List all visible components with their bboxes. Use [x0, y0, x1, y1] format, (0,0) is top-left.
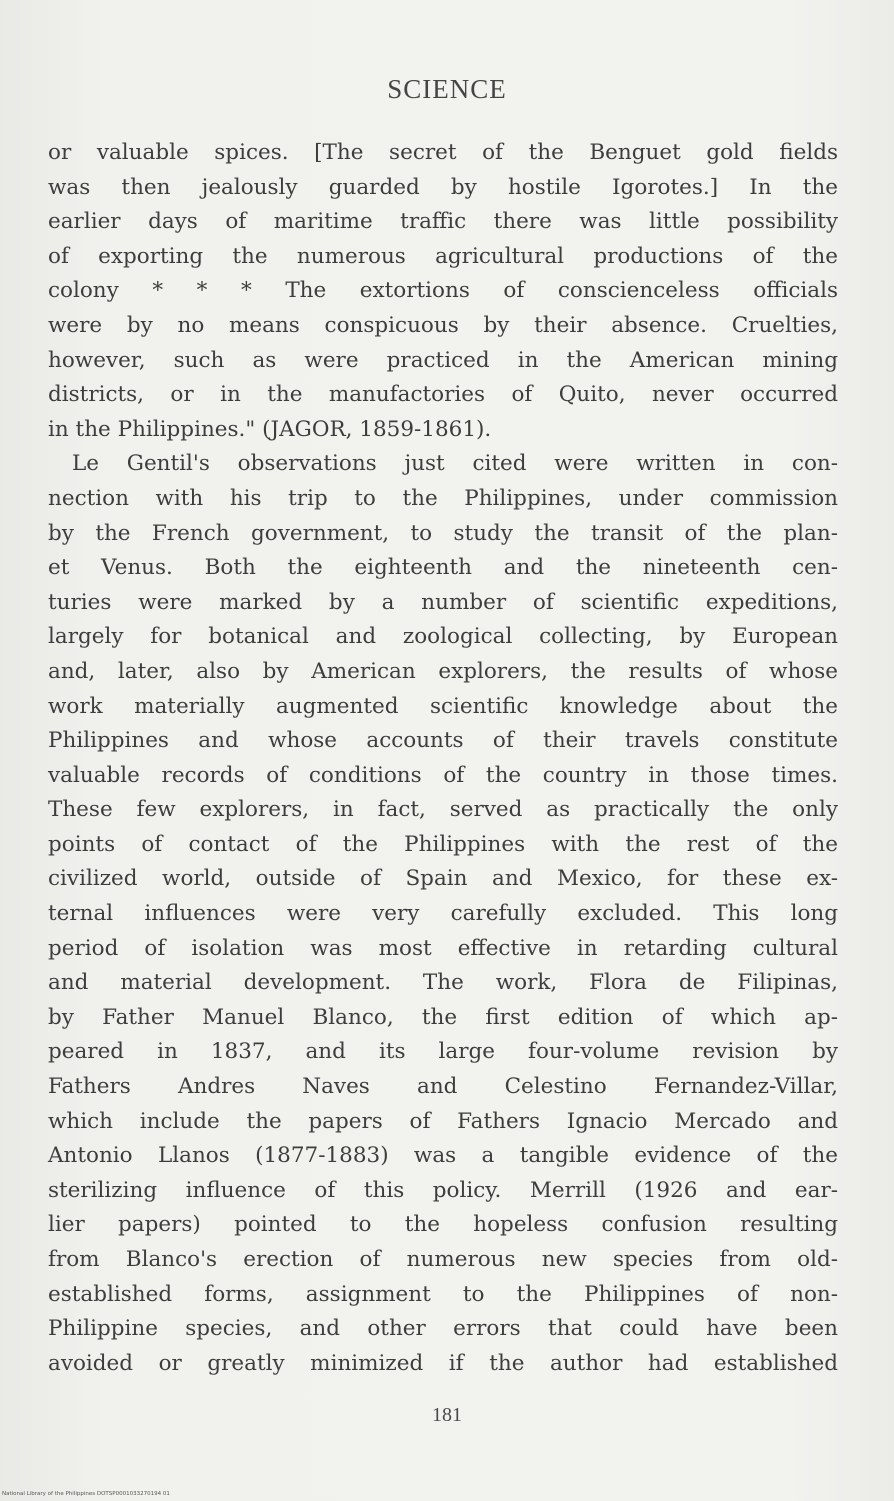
scan-credit: National Library of the Philippines DOTSP0001033270194 01	[2, 1491, 170, 1497]
text-line: however, such as were practiced in the American mining	[48, 347, 838, 373]
text-line: nection with his trip to the Philippines, under commission	[48, 485, 838, 511]
text-line: earlier days of maritime traffic there was little possibility	[48, 209, 838, 235]
text-line: period of isolation was most effective in retarding cultural	[48, 935, 838, 961]
text-line: ternal influences were very carefully excluded. This long	[48, 901, 838, 927]
text-line: Philippine species, and other errors that could have been	[48, 1316, 838, 1342]
text-line: turies were marked by a number of scientific expeditions,	[48, 589, 838, 615]
text-line: established forms, assignment to the Philippines of non-	[48, 1281, 838, 1307]
text-line: of exporting the numerous agricultural productions of the	[48, 243, 838, 269]
text-line: points of contact of the Philippines with the rest of the	[48, 831, 838, 857]
body-text	[48, 136, 838, 1381]
text-line: from Blanco's erection of numerous new species from old-	[48, 1247, 838, 1272]
text-line: colony * * * The extortions of conscienceless officials	[48, 278, 838, 304]
text-line: lier papers) pointed to the hopeless confusion resulting	[48, 1212, 838, 1238]
text-line: in the Philippines." (JAGOR, 1859-1861).	[48, 416, 492, 442]
text-line: valuable records of conditions of the country in those times.	[48, 762, 838, 788]
text-line: Philippines and whose accounts of their travels constitute	[48, 728, 838, 754]
text-line: by the French government, to study the transit of the plan-	[48, 520, 838, 546]
text-line: civilized world, outside of Spain and Mexico, for these ex-	[48, 866, 838, 892]
text-line: sterilizing influence of this policy. Merrill (1926 and ear-	[48, 1177, 838, 1203]
text-line: These few explorers, in fact, served as practically the only	[48, 797, 838, 823]
text-line: was then jealously guarded by hostile Igorotes.] In the	[48, 174, 838, 200]
text-line: peared in 1837, and its large four-volume revision by	[48, 1039, 838, 1065]
text-line: or valuable spices. [The secret of the Benguet gold fields	[48, 140, 838, 165]
text-line: Le Gentil's observations just cited were written in con-	[72, 451, 838, 477]
text-line: largely for botanical and zoological collecting, by European	[48, 624, 838, 650]
page-number: 181	[432, 1404, 462, 1426]
running-head: SCIENCE	[387, 74, 507, 104]
text-line: were by no means conspicuous by their absence. Cruelties,	[48, 312, 838, 338]
text-line: Antonio Llanos (1877-1883) was a tangible evidence of the	[48, 1143, 838, 1169]
text-line: and material development. The work, Flora de Filipinas,	[48, 970, 838, 996]
text-line: and, later, also by American explorers, the results of whose	[48, 658, 838, 684]
text-line: work materially augmented scientific knowledge about the	[48, 693, 838, 719]
text-line: districts, or in the manufactories of Quito, never occurred	[48, 382, 838, 408]
text-line: et Venus. Both the eighteenth and the nineteenth cen-	[48, 555, 838, 581]
text-line: by Father Manuel Blanco, the first edition of which ap-	[48, 1004, 838, 1030]
text-line: which include the papers of Fathers Ignacio Mercado and	[48, 1108, 838, 1134]
text-line: avoided or greatly minimized if the author had established	[48, 1350, 838, 1376]
text-line: Fathers Andres Naves and Celestino Fernandez-Villar,	[48, 1074, 838, 1100]
